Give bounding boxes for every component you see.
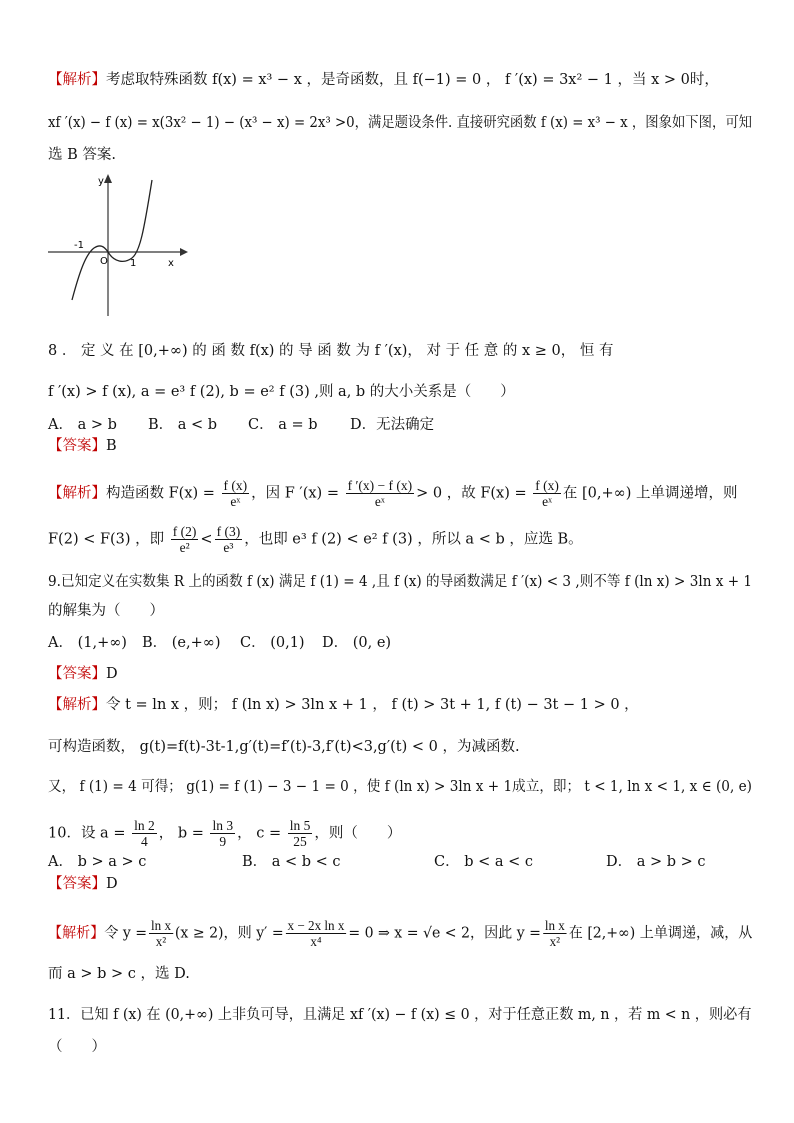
fraction-numerator: ln 2 (134, 818, 155, 833)
q7-analysis-line1 (48, 70, 719, 90)
fraction (171, 524, 199, 555)
fraction-numerator: f (x) (223, 478, 248, 493)
q8-analysis-text: ，也即 e³ f (2) < e² f (3) ，所以 a < b ，应选 B。 (244, 531, 583, 548)
q10-stem-text: ， c = (237, 825, 282, 842)
q8-option-d: D．无法确定 (350, 417, 435, 433)
q10-analysis-text: y′ = (256, 925, 284, 942)
fraction (149, 918, 173, 949)
q10-analysis-text: (x ≥ 2) (174, 925, 224, 942)
q10-analysis-line2: 而 a > b > c ，选 D. (48, 966, 190, 982)
analysis-tag: 【解析】 (48, 72, 106, 88)
analysis-tag: 【解析】 (48, 925, 105, 942)
q10-analysis-text: ，因此 (470, 925, 513, 942)
fraction-numerator: f (x) (535, 478, 559, 493)
q9-analysis-line1 (48, 695, 639, 715)
q8-stem-line2: f ′(x) > f (x), a = e³ f (2), b = e² f (3) ,则 a, b 的大小关系是（ ） (48, 384, 515, 400)
q10-answer: D (106, 876, 118, 892)
fraction (288, 818, 313, 849)
q10-analysis-text: 令 (104, 925, 119, 942)
fraction-denominator: eˣ (542, 494, 553, 509)
q8-analysis-line2 (48, 524, 583, 555)
q10-option-c: C． b < a < c (434, 854, 533, 870)
q9-option-c: C． (0,1) (240, 635, 305, 651)
origin-label: O (100, 256, 108, 267)
q8-answer: B (106, 438, 117, 454)
fraction-denominator: eˣ (230, 494, 241, 509)
tick-neg1-label: -1 (74, 240, 84, 251)
q9-option-b: B． (e,+∞) (142, 635, 221, 651)
q9-option-a: A． (1,+∞) (48, 635, 127, 651)
fraction-numerator: ln 3 (212, 818, 234, 833)
cubic-graph (44, 170, 194, 320)
q10-analysis-line1 (48, 918, 752, 949)
q9-analysis-line3: 又， f (1) = 4 可得； g(1) = f (1) − 3 − 1 = 0 ，使 f (ln x) > 3ln x + 1成立，即； t < 1, ln x < 1, x ∈ (0, e) (48, 779, 752, 795)
fraction-numerator: ln 5 (289, 818, 311, 833)
q10-stem-line (48, 818, 401, 849)
q9-analysis-line2: 可构造函数， g(t)=f(t)-3t-1,g′(t)=f′(t)-3,f′(t)<3,g′(t) < 0 ，为减函数. (48, 739, 520, 755)
fraction-denominator: e³ (223, 540, 234, 555)
q9-answer-line (48, 664, 118, 684)
q10-option-d: D． a > b > c (606, 854, 706, 870)
fraction-numerator: f (3) (216, 524, 241, 539)
q10-option-b: B． a < b < c (242, 854, 341, 870)
fraction-denominator: 9 (219, 834, 227, 849)
q10-stem-text: ，则（ ） (314, 825, 402, 842)
q10-analysis-text: y = (122, 925, 148, 942)
fraction-numerator: ln x (150, 918, 172, 933)
q8-analysis-text: 在 [0,+∞) 上单调递增，则 (562, 485, 738, 502)
y-axis-label: y (98, 176, 104, 187)
q10-stem-text: 10．设 a = (48, 825, 126, 842)
q10-analysis-text: = 0 ⇒ x = √e < 2 (348, 925, 471, 942)
answer-tag: 【答案】 (48, 876, 106, 892)
q8-answer-line (48, 436, 117, 456)
fraction-numerator: ln x (544, 918, 565, 933)
fraction (286, 918, 347, 949)
fraction (132, 818, 157, 849)
q7-analysis-line2: xf ′(x) − f (x) = x(3x² − 1) − (x³ − x) = 2x³ >0，满足题设条件. 直接研究函数 f (x) = x³ − x ，图象如下图，可知 (48, 115, 753, 131)
fraction-numerator: f ′(x) − f (x) (347, 478, 413, 493)
fraction (210, 818, 235, 849)
fraction (533, 478, 561, 509)
q8-option-b: B． a < b (148, 417, 218, 433)
q10-analysis-text: y = (516, 925, 541, 942)
fraction-numerator: x − 2x ln x (287, 918, 345, 933)
q11-stem-line2: （ ） (48, 1039, 106, 1055)
fraction-denominator: e² (179, 540, 190, 555)
q8-analysis-text: < (200, 531, 213, 548)
fraction (222, 478, 250, 509)
analysis-tag: 【解析】 (48, 697, 106, 713)
q10-answer-line (48, 874, 118, 894)
answer-tag: 【答案】 (48, 666, 106, 682)
x-axis-arrow (180, 248, 188, 256)
q7-analysis-text1: 考虑取特殊函数 f(x) = x³ − x ，是奇函数，且 f(−1) = 0 ， f ′(x) = 3x² − 1 ，当 x > 0时， (106, 72, 719, 88)
fraction-denominator: 4 (141, 834, 148, 849)
q8-analysis-text: > 0 ，故 F(x) = (416, 485, 527, 502)
q8-option-c: C． a = b (248, 417, 318, 433)
q8-analysis-text: 构造函数 F(x) = (106, 485, 215, 502)
tick-1-label: 1 (130, 258, 137, 269)
y-axis-arrow (104, 174, 112, 183)
q10-analysis-text: ，则 (223, 925, 252, 942)
q9-stem-line2: 的解集为（ ） (48, 603, 164, 619)
fraction (346, 478, 415, 509)
fraction-denominator: x² (155, 934, 167, 949)
q10-analysis-text: 在 [2,+∞) 上单调递，减，从 (568, 925, 753, 942)
analysis-tag: 【解析】 (48, 485, 106, 502)
q8-analysis-text: ，因 F ′(x) = (251, 485, 339, 502)
fraction-denominator: x² (549, 934, 561, 949)
fraction-denominator: eˣ (374, 494, 385, 509)
q11-stem-line1: 11．已知 f (x) 在 (0,+∞) 上非负可导，且满足 xf ′(x) − f (x) ≤ 0 ，对于任意正数 m, n ，若 m < n ，则必有 (48, 1007, 752, 1023)
cubic-curve (72, 180, 152, 300)
fraction (215, 524, 243, 555)
q10-option-a: A． b > a > c (48, 854, 147, 870)
q9-stem-line1: 9.已知定义在实数集 R 上的函数 f (x) 满足 f (1) = 4 ,且 f (x) 的导函数满足 f ′(x) < 3 ,则不等 f (ln x) > 3ln x + 1 (48, 574, 753, 590)
q8-option-a: A． a > b (48, 417, 117, 433)
fraction-denominator: 25 (293, 834, 307, 849)
q9-analysis-text1: 令 t = ln x ，则； f (ln x) > 3ln x + 1 ， f (t) > 3t + 1, f (t) − 3t − 1 > 0 ， (106, 697, 639, 713)
q8-analysis-line1 (48, 478, 738, 509)
q9-answer: D (106, 666, 118, 682)
fraction-numerator: f (2) (172, 524, 197, 539)
fraction-denominator: x⁴ (310, 934, 322, 949)
q8-stem-line1: 8 ． 定 义 在 [0,+∞) 的 函 数 f(x) 的 导 函 数 为 f ′(x)， 对 于 任 意 的 x ≥ 0， 恒 有 (48, 343, 614, 359)
q7-analysis-line3: 选 B 答案. (48, 147, 116, 163)
q9-option-d: D． (0, e) (322, 635, 392, 651)
fraction (543, 918, 567, 949)
q8-analysis-text: F(2) < F(3) ，即 (48, 531, 165, 548)
q10-stem-text: ， b = (158, 825, 204, 842)
x-axis-label: x (168, 258, 174, 269)
answer-tag: 【答案】 (48, 438, 106, 454)
